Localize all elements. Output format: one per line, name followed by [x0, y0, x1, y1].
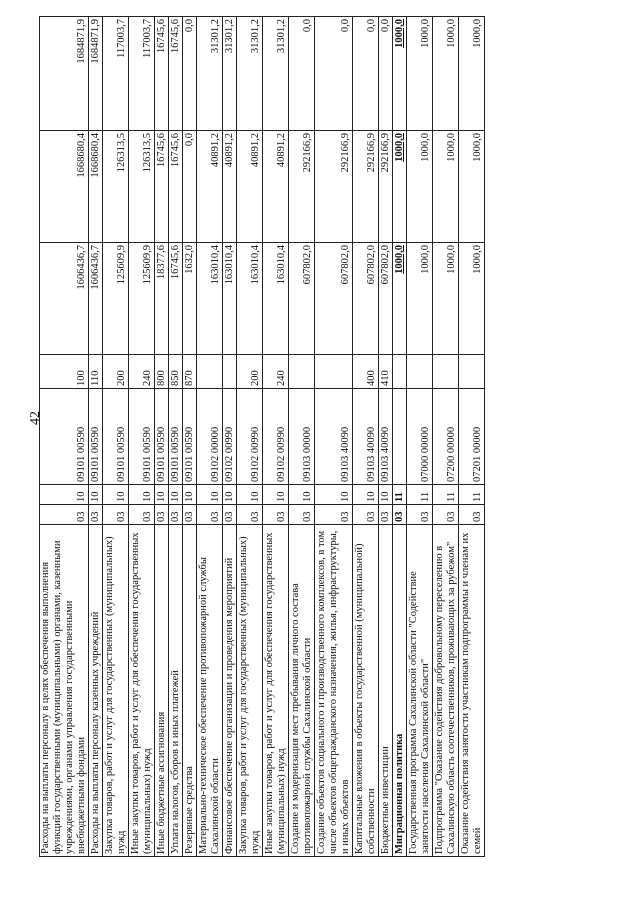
row-expense-type-code — [197, 355, 223, 389]
row-name: Резервные средства — [183, 525, 197, 857]
row-amount-2: 292166,9 — [379, 131, 393, 243]
table-row — [263, 17, 289, 857]
row-target-item-code: 07201 00000 — [459, 389, 485, 485]
table-row — [129, 17, 155, 857]
row-target-item-code: 09102 00990 — [237, 389, 263, 485]
row-name: Закупка товаров, работ и услуг для государственных (муниципальных) нужд — [103, 525, 129, 857]
row-name: Создание объектов социального и производственного комплексов, в том числе объектов общегражданского назначения, жилья, инфраструктуры, и иных объектов — [315, 525, 353, 857]
row-section-code: 03 — [433, 505, 459, 525]
table-row — [433, 17, 459, 857]
row-amount-2: 16745,6 — [169, 131, 183, 243]
row-amount-2: 292166,9 — [315, 131, 353, 243]
row-name: Расходы на выплаты персоналу в целях обеспечения выполнения функций государственными (муниципальными) органами, казенными учреждениями, органами управления государственными внебюджетными фондами — [40, 525, 89, 857]
row-amount-1: 607802,0 — [289, 243, 315, 355]
row-target-item-code: 09101 00590 — [169, 389, 183, 485]
row-expense-type-code: 200 — [237, 355, 263, 389]
row-subsection-code: 11 — [407, 485, 433, 505]
row-amount-3: 0,0 — [289, 17, 315, 131]
row-subsection-code: 10 — [223, 485, 237, 505]
row-target-item-code: 09102 00990 — [263, 389, 289, 485]
row-section-code: 03 — [289, 505, 315, 525]
row-subsection-code: 10 — [197, 485, 223, 505]
row-name: Миграционная политика — [393, 525, 407, 857]
row-section-code: 03 — [459, 505, 485, 525]
row-amount-2: 1000,0 — [407, 131, 433, 243]
table-row — [379, 17, 393, 857]
row-amount-1: 125609,9 — [129, 243, 155, 355]
row-name: Бюджетные инвестиции — [379, 525, 393, 857]
row-amount-2: 1668680,4 — [89, 131, 103, 243]
row-section-code: 03 — [407, 505, 433, 525]
row-name: Иные закупки товаров, работ и услуг для обеспечения государственных (муниципальных) нужд — [263, 525, 289, 857]
row-name: Финансовое обеспечение организации и проведения мероприятий — [223, 525, 237, 857]
table-row — [223, 17, 237, 857]
row-amount-3: 31301,2 — [197, 17, 223, 131]
row-target-item-code: 09103 40090 — [315, 389, 353, 485]
row-name: Подпрограмма "Оказание содействия добровольному переселению в Сахалинскую область соотечественников, проживающих за рубежом" — [433, 525, 459, 857]
row-target-item-code: 09102 00000 — [197, 389, 223, 485]
row-amount-3: 0,0 — [183, 17, 197, 131]
table-row — [197, 17, 223, 857]
row-expense-type-code: 410 — [379, 355, 393, 389]
row-section-code: 03 — [315, 505, 353, 525]
row-amount-3: 16745,6 — [169, 17, 183, 131]
row-amount-1: 163010,4 — [263, 243, 289, 355]
row-subsection-code: 10 — [129, 485, 155, 505]
row-section-code: 03 — [129, 505, 155, 525]
row-amount-1: 1000,0 — [459, 243, 485, 355]
row-target-item-code: 09101 00590 — [40, 389, 89, 485]
row-amount-2: 40891,2 — [197, 131, 223, 243]
table-row — [289, 17, 315, 857]
row-expense-type-code — [407, 355, 433, 389]
row-section-code: 03 — [379, 505, 393, 525]
row-expense-type-code: 850 — [169, 355, 183, 389]
row-amount-3: 0,0 — [315, 17, 353, 131]
row-amount-3: 1000,0 — [459, 17, 485, 131]
row-amount-3: 31301,2 — [223, 17, 237, 131]
row-name: Государственная программа Сахалинской области "Содействие занятости населения Сахалинской области" — [407, 525, 433, 857]
row-amount-2: 292166,9 — [289, 131, 315, 243]
row-amount-1: 607802,0 — [353, 243, 379, 355]
table-row — [89, 17, 103, 857]
row-target-item-code: 09101 00590 — [89, 389, 103, 485]
row-subsection-code: 10 — [379, 485, 393, 505]
row-amount-2: 0,0 — [183, 131, 197, 243]
row-amount-3: 1000,0 — [407, 17, 433, 131]
table-row — [237, 17, 263, 857]
row-target-item-code: 07200 00000 — [433, 389, 459, 485]
row-amount-1: 1000,0 — [433, 243, 459, 355]
table-row — [407, 17, 433, 857]
row-expense-type-code — [315, 355, 353, 389]
row-section-code: 03 — [393, 505, 407, 525]
row-amount-3: 1684871,9 — [40, 17, 89, 131]
row-expense-type-code: 400 — [353, 355, 379, 389]
row-subsection-code: 11 — [459, 485, 485, 505]
row-subsection-code: 10 — [89, 485, 103, 505]
row-expense-type-code: 240 — [129, 355, 155, 389]
row-expense-type-code: 200 — [103, 355, 129, 389]
row-target-item-code — [393, 389, 407, 485]
row-amount-2: 1000,0 — [459, 131, 485, 243]
row-section-code: 03 — [155, 505, 169, 525]
row-amount-2: 1668680,4 — [40, 131, 89, 243]
row-target-item-code: 07000 00000 — [407, 389, 433, 485]
row-section-code: 03 — [197, 505, 223, 525]
row-subsection-code: 10 — [183, 485, 197, 505]
row-name: Создание и модернизация мест пребывания личного состава противопожарной службы Сахалинской области — [289, 525, 315, 857]
row-amount-2: 40891,2 — [263, 131, 289, 243]
row-amount-1: 163010,4 — [237, 243, 263, 355]
table-row — [393, 17, 407, 857]
row-name: Иные бюджетные ассигнования — [155, 525, 169, 857]
budget-table-body — [40, 17, 485, 857]
row-amount-2: 126313,5 — [129, 131, 155, 243]
row-section-code: 03 — [237, 505, 263, 525]
row-expense-type-code — [459, 355, 485, 389]
row-section-code: 03 — [223, 505, 237, 525]
row-amount-1: 1632,0 — [183, 243, 197, 355]
row-target-item-code: 09101 00590 — [129, 389, 155, 485]
page-number: 42 — [28, 411, 43, 425]
row-target-item-code: 09103 40090 — [353, 389, 379, 485]
row-name: Материально-техническое обеспечение противопожарной службы Сахалинской области — [197, 525, 223, 857]
row-amount-3: 1684871,9 — [89, 17, 103, 131]
row-amount-1: 1000,0 — [407, 243, 433, 355]
row-subsection-code: 10 — [103, 485, 129, 505]
row-subsection-code: 11 — [393, 485, 407, 505]
row-amount-1: 125609,9 — [103, 243, 129, 355]
row-subsection-code: 10 — [169, 485, 183, 505]
row-amount-1: 163010,4 — [197, 243, 223, 355]
table-row — [183, 17, 197, 857]
row-section-code: 03 — [183, 505, 197, 525]
row-amount-2: 40891,2 — [223, 131, 237, 243]
row-name: Уплата налогов, сборов и иных платежей — [169, 525, 183, 857]
row-amount-3: 1000,0 — [393, 17, 407, 131]
row-amount-2: 16745,6 — [155, 131, 169, 243]
row-amount-3: 117003,7 — [103, 17, 129, 131]
row-target-item-code: 09103 00000 — [289, 389, 315, 485]
row-amount-2: 40891,2 — [237, 131, 263, 243]
row-section-code: 03 — [263, 505, 289, 525]
row-section-code: 03 — [353, 505, 379, 525]
row-section-code: 03 — [40, 505, 89, 525]
row-subsection-code: 10 — [315, 485, 353, 505]
row-amount-2: 126313,5 — [103, 131, 129, 243]
row-amount-3: 117003,7 — [129, 17, 155, 131]
row-amount-3: 1000,0 — [433, 17, 459, 131]
row-target-item-code: 09101 00590 — [103, 389, 129, 485]
row-subsection-code: 10 — [237, 485, 263, 505]
table-row — [155, 17, 169, 857]
table-row — [353, 17, 379, 857]
row-expense-type-code — [223, 355, 237, 389]
row-amount-3: 31301,2 — [263, 17, 289, 131]
row-amount-3: 0,0 — [379, 17, 393, 131]
row-amount-1: 607802,0 — [379, 243, 393, 355]
row-amount-1: 1000,0 — [393, 243, 407, 355]
row-amount-3: 16745,6 — [155, 17, 169, 131]
row-amount-1: 607802,0 — [315, 243, 353, 355]
table-row — [40, 17, 89, 857]
row-subsection-code: 10 — [289, 485, 315, 505]
row-amount-1: 1606436,7 — [89, 243, 103, 355]
row-amount-2: 1000,0 — [433, 131, 459, 243]
row-name: Иные закупки товаров, работ и услуг для обеспечения государственных (муниципальных) нужд — [129, 525, 155, 857]
row-amount-1: 1606436,7 — [40, 243, 89, 355]
table-row — [103, 17, 129, 857]
row-target-item-code: 09102 00990 — [223, 389, 237, 485]
row-expense-type-code: 870 — [183, 355, 197, 389]
row-target-item-code: 09101 00590 — [183, 389, 197, 485]
row-subsection-code: 10 — [155, 485, 169, 505]
row-amount-1: 163010,4 — [223, 243, 237, 355]
row-expense-type-code: 800 — [155, 355, 169, 389]
row-amount-2: 1000,0 — [393, 131, 407, 243]
row-name: Закупка товаров, работ и услуг для государственных (муниципальных) нужд — [237, 525, 263, 857]
row-expense-type-code: 110 — [89, 355, 103, 389]
row-section-code: 03 — [89, 505, 103, 525]
row-amount-2: 292166,9 — [353, 131, 379, 243]
row-amount-3: 31301,2 — [237, 17, 263, 131]
row-expense-type-code — [289, 355, 315, 389]
row-subsection-code: 11 — [433, 485, 459, 505]
row-expense-type-code — [393, 355, 407, 389]
row-amount-1: 16745,6 — [169, 243, 183, 355]
row-amount-1: 18377,6 — [155, 243, 169, 355]
row-subsection-code: 10 — [40, 485, 89, 505]
row-expense-type-code: 240 — [263, 355, 289, 389]
budget-table — [39, 16, 485, 857]
row-name: Оказание содействия занятости участникам подпрограммы и членам их семей — [459, 525, 485, 857]
row-name: Расходы на выплаты персоналу казенных учреждений — [89, 525, 103, 857]
row-subsection-code: 10 — [263, 485, 289, 505]
row-expense-type-code — [433, 355, 459, 389]
table-row — [459, 17, 485, 857]
row-expense-type-code: 100 — [40, 355, 89, 389]
row-section-code: 03 — [103, 505, 129, 525]
row-name: Капитальные вложения в объекты государственной (муниципальной) собственности — [353, 525, 379, 857]
row-target-item-code: 09103 40090 — [379, 389, 393, 485]
row-section-code: 03 — [169, 505, 183, 525]
row-subsection-code: 10 — [353, 485, 379, 505]
row-target-item-code: 09101 00590 — [155, 389, 169, 485]
table-row — [315, 17, 353, 857]
table-row — [169, 17, 183, 857]
row-amount-3: 0,0 — [353, 17, 379, 131]
